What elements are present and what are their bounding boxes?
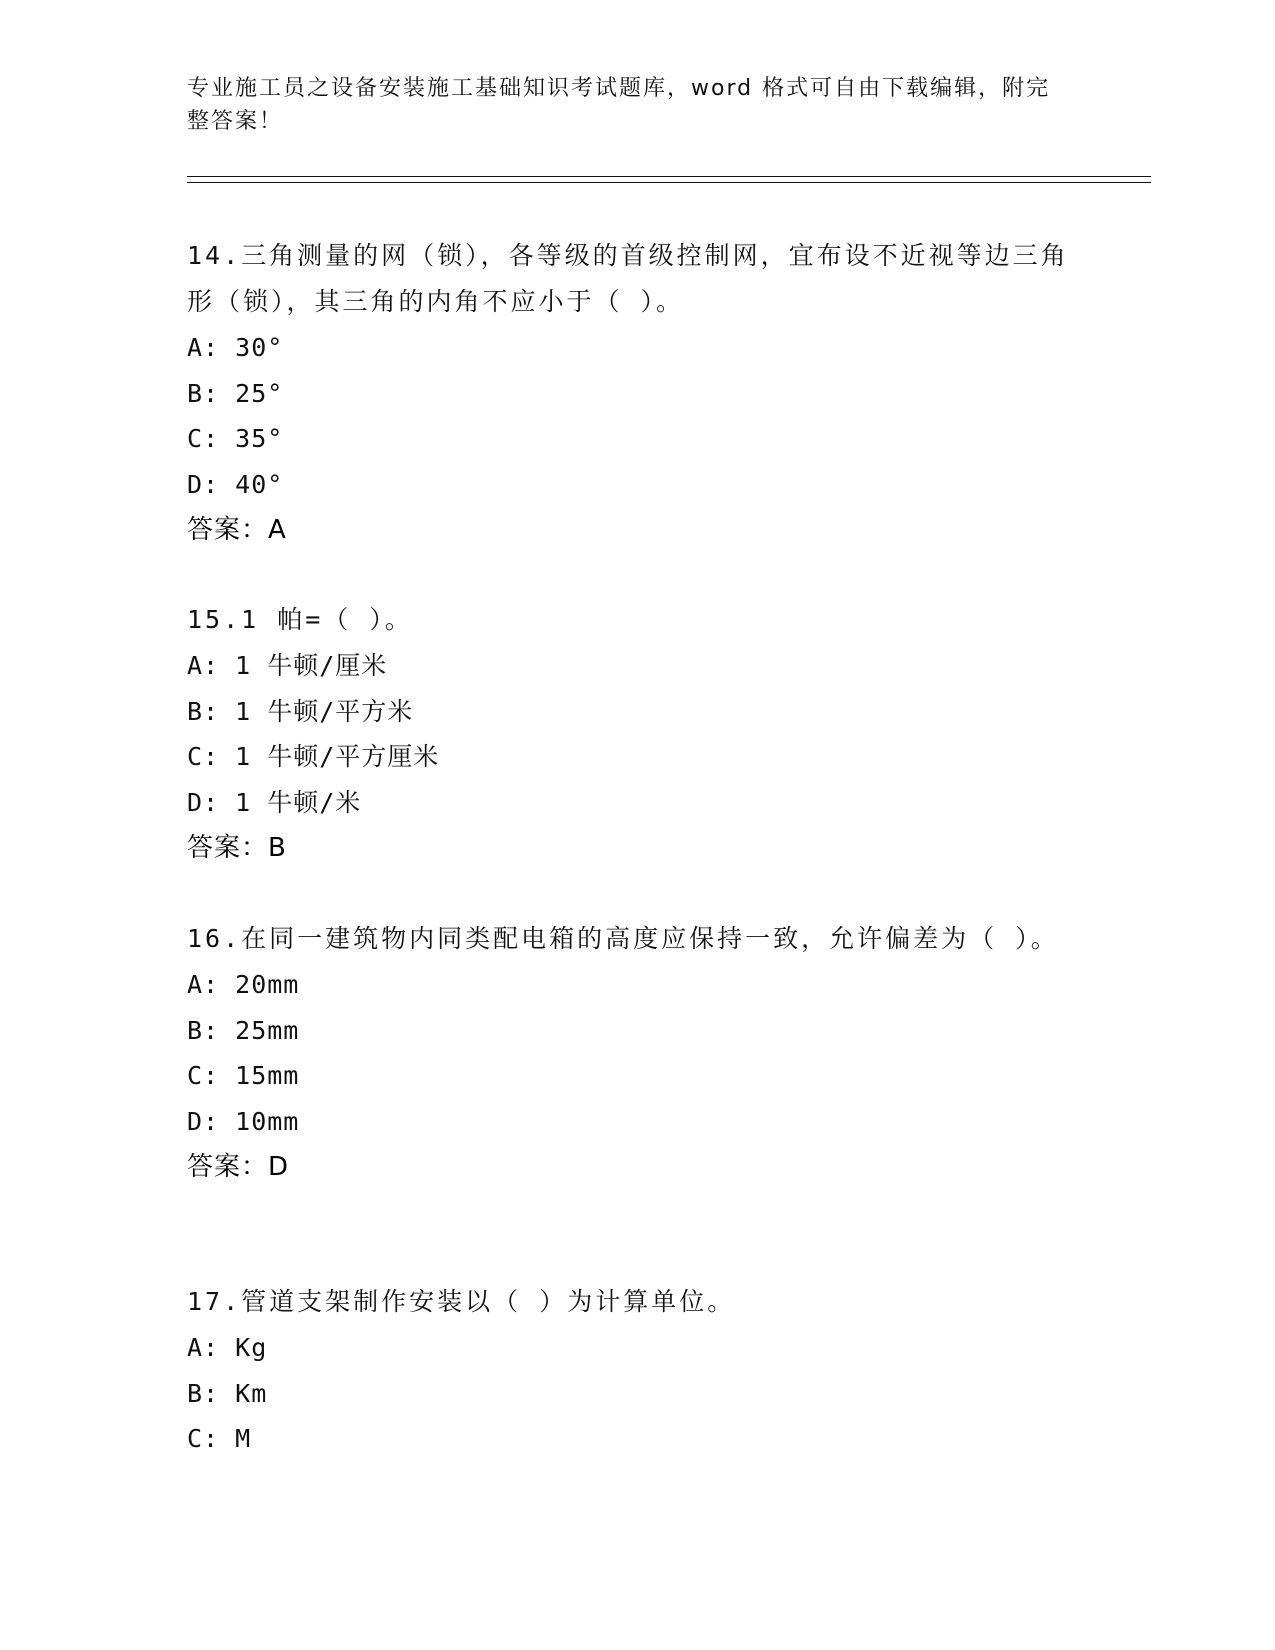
question-15 — [187, 597, 1087, 871]
option-d: D: 40° — [187, 469, 284, 499]
option-c: C: 35° — [187, 424, 284, 453]
question-text: 15.1 帕=（ ）。 — [187, 605, 413, 634]
option-d: D: 1 牛顿/米 — [187, 787, 362, 817]
option-a: A: 20mm — [187, 970, 300, 999]
header-divider-bottom — [187, 182, 1151, 183]
question-16 — [187, 916, 1087, 1190]
option-d: D: 10mm — [187, 1106, 300, 1136]
option-b: B: 1 牛顿/平方米 — [187, 696, 414, 726]
answer: 答案：D — [187, 1152, 290, 1182]
option-c: C: 15mm — [187, 1061, 300, 1090]
option-c: C: 1 牛顿/平方厘米 — [187, 742, 440, 771]
option-b: B: 25mm — [187, 1015, 300, 1045]
question-text: 17.管道支架制作安装以（ ）为计算单位。 — [187, 1287, 736, 1316]
question-14 — [187, 233, 1087, 553]
option-b: B: 25° — [187, 378, 284, 408]
question-text: 16.在同一建筑物内同类配电箱的高度应保持一致，允许偏差为（ ）。 — [187, 924, 1059, 953]
answer: 答案：A — [187, 515, 287, 545]
header-divider-top — [187, 176, 1151, 177]
option-b: B: Km — [187, 1378, 268, 1408]
question-text: 14.三角测量的网（锁），各等级的首级控制网，宜布设不近视等边三角形（锁），其三角的内角不应小于（ ）。 — [187, 241, 1069, 316]
option-c: C: M — [187, 1424, 252, 1453]
answer: 答案：B — [187, 833, 287, 863]
question-17 — [187, 1279, 1087, 1462]
option-a: A: 30° — [187, 333, 284, 362]
page-header: 专业施工员之设备安装施工基础知识考试题库，word 格式可自由下载编辑，附完整答案！ — [187, 76, 1051, 134]
option-a: A: Kg — [187, 1333, 268, 1362]
option-a: A: 1 牛顿/厘米 — [187, 651, 388, 680]
